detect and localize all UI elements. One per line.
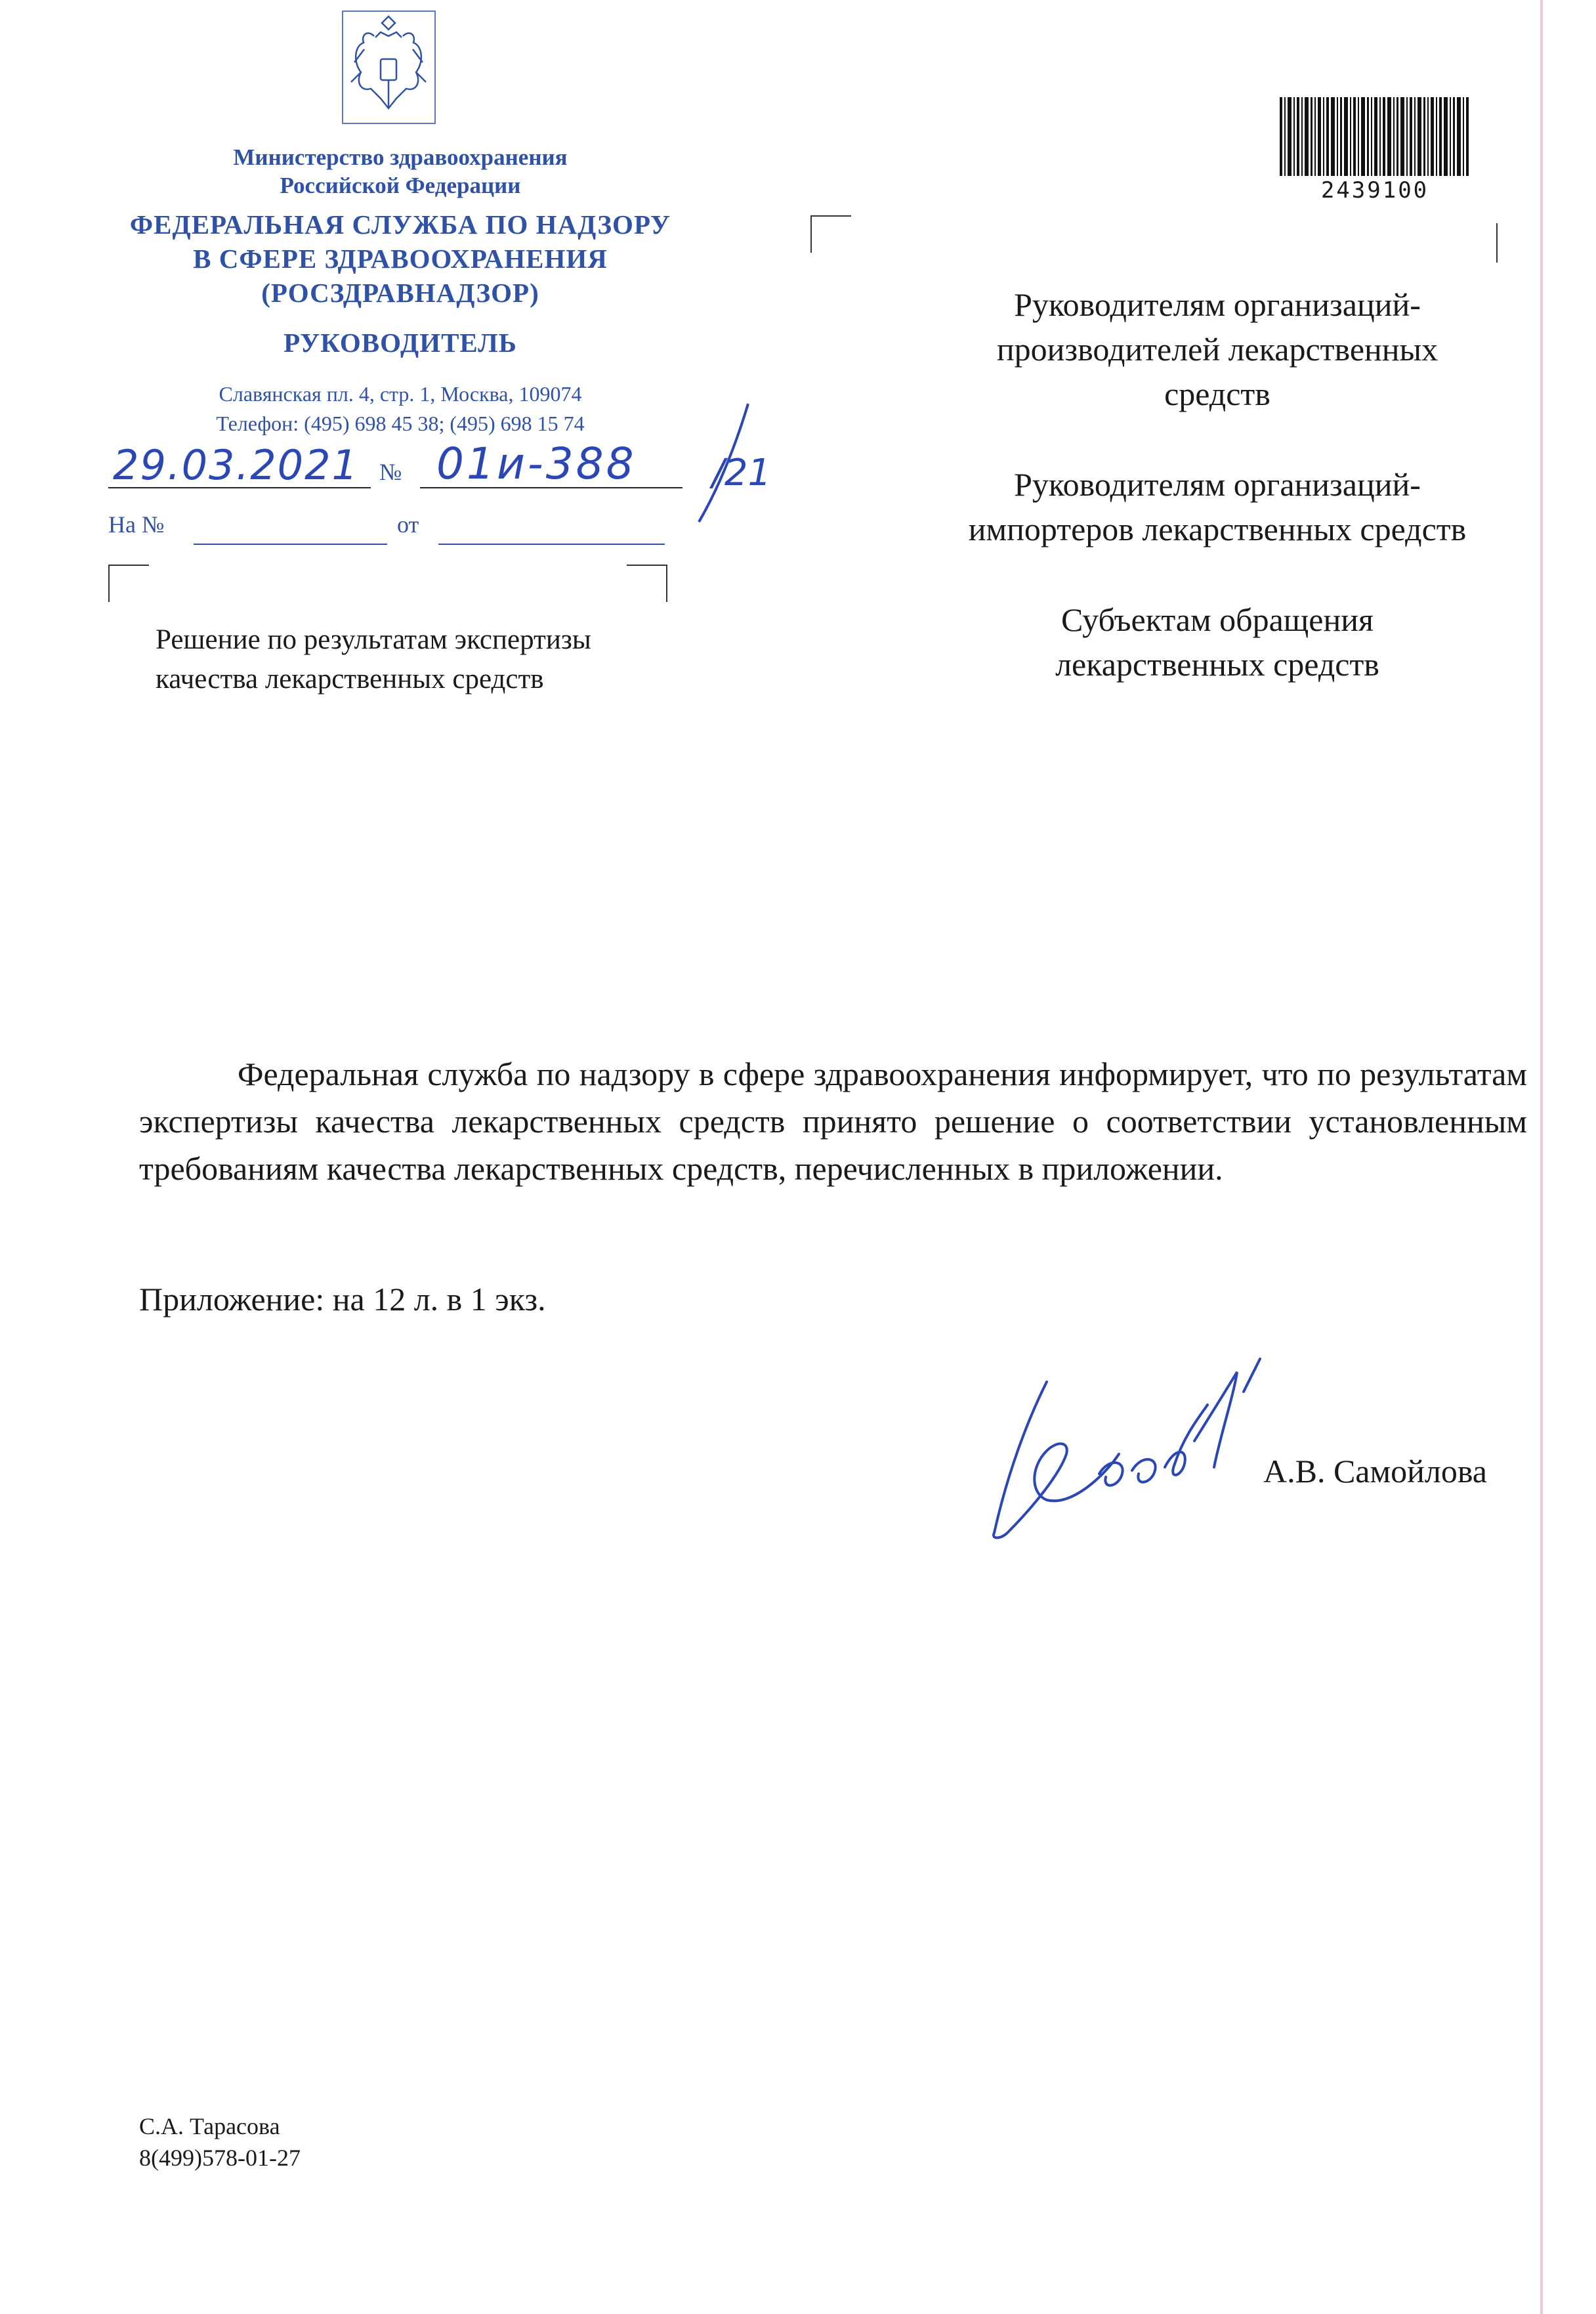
- reference-number-label: На №: [108, 511, 165, 538]
- reference-date-line: [438, 544, 665, 545]
- registration-number-suffix: /21: [712, 452, 772, 494]
- handwritten-slash-mark: [676, 397, 774, 528]
- ministry-name: [105, 143, 696, 200]
- addressee-item: [892, 462, 1542, 551]
- addressee-line: лекарственных средств: [1055, 646, 1379, 683]
- ministry-line-1: Министерство здравоохранения: [233, 144, 568, 170]
- body-paragraph: Федеральная служба по надзору в сфере здравоохранения информирует, что по результатам экспертизы качества лекарственных средств принято решение о соответствии установленным требованиям качества лекарственных средств, перечисленных в приложении.: [139, 1056, 1527, 1187]
- ministry-line-2: Российской Федерации: [280, 173, 521, 198]
- service-line-3: (РОСЗДРАВНАДЗОР): [261, 278, 539, 308]
- subject-line-2: качества лекарственных средств: [156, 664, 544, 695]
- phone-line: Телефон: (495) 698 45 38; (495) 698 15 74: [216, 412, 585, 435]
- service-line-2: В СФЕРЕ ЗДРАВООХРАНЕНИЯ: [193, 244, 608, 274]
- coat-of-arms-emblem: [341, 10, 436, 125]
- addressee-item: [892, 282, 1542, 416]
- addressee-bracket-left: [810, 215, 851, 253]
- registration-number: 01и-388: [436, 439, 637, 489]
- attachment-note: Приложение: на 12 л. в 1 экз.: [139, 1281, 546, 1318]
- addressee-block: [892, 282, 1542, 733]
- address-line: Славянская пл. 4, стр. 1, Москва, 109074: [219, 382, 582, 406]
- addressee-line: Руководителям организаций-: [1014, 286, 1421, 323]
- addressee-item: [892, 597, 1542, 687]
- addressee-line: импортеров лекарственных средств: [968, 511, 1467, 547]
- letterhead-address: [85, 379, 715, 439]
- addressee-bracket-right: [1496, 223, 1498, 263]
- addressee-line: средств: [1164, 375, 1270, 412]
- registration-number-label: №: [379, 459, 402, 485]
- reference-date-label: от: [397, 511, 419, 538]
- barcode-number: 2439100: [1320, 177, 1429, 204]
- addressee-line: Руководителям организаций-: [1014, 466, 1421, 503]
- service-name: [85, 207, 715, 310]
- barcode: [1280, 97, 1470, 176]
- head-title: РУКОВОДИТЕЛЬ: [284, 328, 517, 358]
- subject-bracket-right: [627, 565, 667, 602]
- signer-name: А.В. Самойлова: [1263, 1453, 1487, 1489]
- executor-contact: [139, 2110, 301, 2174]
- reference-number-line: [194, 544, 387, 545]
- service-line-1: ФЕДЕРАЛЬНАЯ СЛУЖБА ПО НАДЗОРУ: [129, 209, 671, 240]
- registration-date: 29.03.2021: [113, 441, 359, 489]
- subject-line-1: Решение по результатам экспертизы: [156, 624, 591, 655]
- handwritten-signature: [968, 1342, 1296, 1546]
- subject-bracket-left: [108, 565, 149, 602]
- addressee-line: производителей лекарственных: [996, 331, 1438, 368]
- executor-name: С.А. Тарасова: [139, 2113, 280, 2139]
- letter-subject: [156, 620, 591, 699]
- addressee-line: Субъектам обращения: [1061, 601, 1374, 638]
- executor-phone: 8(499)578-01-27: [139, 2145, 301, 2171]
